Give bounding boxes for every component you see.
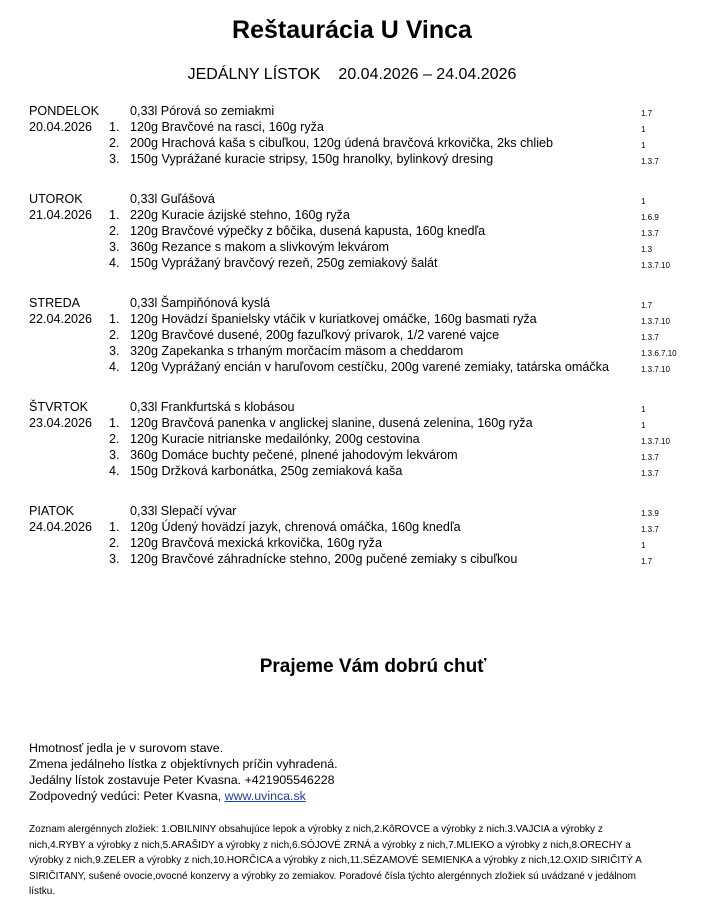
meal-number: 2. xyxy=(109,136,120,150)
menu-row xyxy=(29,151,689,167)
allergen-desc: obsahujúce lepok a výrobky z nich, xyxy=(216,824,375,835)
allergen-codes: 1.6.9 xyxy=(641,213,659,222)
allergen-intro: Zoznam alergénnych zložiek: xyxy=(29,824,162,835)
menu-row xyxy=(29,359,689,375)
allergen-desc: a výrobky z nich, xyxy=(135,855,213,866)
allergen-codes: 1 xyxy=(641,421,646,430)
meal-number: 1. xyxy=(109,208,120,222)
note-weight: Hmotnosť jedla je v surovom stave. xyxy=(29,741,224,755)
day-block xyxy=(29,191,689,271)
menu-row xyxy=(29,311,689,327)
menu-row xyxy=(29,327,689,343)
day-name: STREDA xyxy=(29,296,81,310)
allergen-desc: a výrobky z nich, xyxy=(370,839,449,851)
menu-dates: 20.04.2026 – 24.04.2026 xyxy=(338,66,517,83)
meal-number: 2. xyxy=(109,432,120,446)
meal-number: 1. xyxy=(109,520,120,534)
meal-item: 120g Bravčová mexická krkovička, 160g ryža xyxy=(130,536,382,550)
allergen-desc: a výrobky z nich, xyxy=(272,855,350,866)
day-name: PONDELOK xyxy=(29,104,99,118)
note-author: Jedálny lístok zostavuje Peter Kvasna. +421905546228 xyxy=(29,773,335,787)
meal-item: 200g Hrachová kaša s cibuľkou, 120g údená bravčová krkovička, 2ks chlieb xyxy=(130,136,554,150)
meal-item: 120g Kuracie nitrianske medailónky, 200g cestovina xyxy=(130,432,420,446)
allergen-desc: a výrobky z nich, xyxy=(85,839,163,851)
day-block xyxy=(29,103,689,167)
menu-row xyxy=(29,207,689,223)
allergen-name: 11.SÉZAMOVÉ SEMIENKA xyxy=(349,855,473,866)
allergen-codes: 1.3.7 xyxy=(641,229,659,238)
allergen-codes: 1.3.7.10 xyxy=(641,365,670,374)
allergen-desc: a výrobky z nich, xyxy=(29,824,603,851)
meal-item: 150g Vyprážaný bravčový rezeň, 250g zemiakový šalát xyxy=(130,256,438,270)
meal-number: 3. xyxy=(109,344,120,358)
menu-row xyxy=(29,447,689,463)
allergen-codes: 1.3.6.7.10 xyxy=(641,349,677,358)
meal-number: 4. xyxy=(109,464,120,478)
menu-row xyxy=(29,191,689,207)
allergen-name: 12.OXID SIRIČITÝ A SIRIČITANY xyxy=(29,855,642,882)
menu-row xyxy=(29,343,689,359)
menu-row xyxy=(29,535,689,551)
website-link[interactable]: www.uvinca.sk xyxy=(224,789,306,803)
menu-row xyxy=(29,503,689,519)
day-date: 20.04.2026 xyxy=(29,120,93,134)
allergen-desc: a výrobky z nich. xyxy=(430,824,508,835)
day-date: 21.04.2026 xyxy=(29,208,93,222)
menu-row xyxy=(29,415,689,431)
day-block xyxy=(29,295,689,375)
allergen-codes: 1.3.7.10 xyxy=(641,261,670,270)
meal-item: 320g Zapekanka s trhaným morčacím mäsom a cheddarom xyxy=(130,344,464,358)
meal-item: 360g Domáce buchty pečené, plnené jahodovým lekvárom xyxy=(130,448,458,462)
allergen-list xyxy=(29,822,649,900)
meal-number: 2. xyxy=(109,536,120,550)
menu-row xyxy=(29,223,689,239)
day-block xyxy=(29,503,689,567)
allergen-codes: 1.3.7 xyxy=(641,469,659,478)
soup-item: 0,33l Šampiňónová kyslá xyxy=(130,296,271,310)
allergen-codes: 1 xyxy=(641,541,646,550)
menu-label: JEDÁLNY LÍSTOK xyxy=(187,66,321,83)
allergen-codes: 1.3.7.10 xyxy=(641,317,670,326)
meal-item: 120g Bravčové záhradnícke stehno, 200g pučené zemiaky s cibuľkou xyxy=(130,552,518,566)
allergen-footer: Poradové čísla týchto alergénnych zložiek sú uvádzané v jedálnom lístku. xyxy=(29,870,636,897)
soup-item: 0,33l Guľášová xyxy=(130,192,215,206)
day-name: UTOROK xyxy=(29,192,83,206)
allergen-codes: 1.3.7 xyxy=(641,333,659,342)
menu-row xyxy=(29,399,689,415)
allergen-name: 6.SÓJOVÉ ZRNÁ xyxy=(291,839,371,851)
allergen-codes: 1 xyxy=(641,405,646,414)
allergen-codes: 1.3 xyxy=(641,245,653,254)
restaurant-title: Reštaurácia U Vinca xyxy=(232,16,472,44)
day-block xyxy=(29,399,689,479)
allergen-desc: a výrobky z nich, xyxy=(29,839,631,866)
allergen-desc: a výrobky z nich, xyxy=(472,855,550,866)
meal-item: 120g Bravčové výpečky z bôčika, dusená kapusta, 160g knedľa xyxy=(130,224,486,238)
allergen-codes: 1.7 xyxy=(641,301,653,310)
menu-row xyxy=(29,103,689,119)
allergen-name: 2.KôROVCE xyxy=(374,824,431,835)
allergen-codes: 1.3.7 xyxy=(641,157,659,166)
allergen-codes: 1 xyxy=(641,197,646,206)
note-change: Zmena jedálneho lístka z objektívnych príčin vyhradená. xyxy=(29,757,338,771)
soup-item: 0,33l Pórová so zemiakmi xyxy=(130,104,275,118)
allergen-codes: 1.3.9 xyxy=(641,509,659,518)
notes xyxy=(29,740,338,804)
allergen-codes: 1 xyxy=(641,125,646,134)
menu-row xyxy=(29,255,689,271)
day-date: 22.04.2026 xyxy=(29,312,93,326)
allergen-desc: , sušené ovocie,ovocné konzervy a výrobky zo zemiakov. xyxy=(83,870,337,882)
meal-item: 120g Hovädzí španielsky vtáčik v kuriatkovej omáčke, 160g basmati ryža xyxy=(130,312,537,326)
meal-number: 3. xyxy=(109,152,120,166)
allergen-name: 9.ZELER xyxy=(95,855,136,866)
meal-item: 360g Rezance s makom a slivkovým lekvárom xyxy=(130,240,389,254)
meal-number: 2. xyxy=(109,328,120,342)
allergen-desc: a výrobky z nich, xyxy=(494,839,572,851)
soup-item: 0,33l Slepačí vývar xyxy=(130,504,237,518)
menu-row xyxy=(29,463,689,479)
meal-item: 150g Držková karbonátka, 250g zemiaková kaša xyxy=(130,464,403,478)
meal-item: 120g Vyprážaný encián v haruľovom cestíčku, 200g varené zemiaky, tatárska omáčka xyxy=(130,360,609,374)
menu-row xyxy=(29,119,689,135)
allergen-codes: 1.7 xyxy=(641,109,653,118)
day-name: PIATOK xyxy=(29,504,75,518)
allergen-codes: 1.3.7 xyxy=(641,525,659,534)
day-date: 23.04.2026 xyxy=(29,416,93,430)
meal-number: 4. xyxy=(109,256,120,270)
allergen-codes: 1.3.7.10 xyxy=(641,437,670,446)
meal-item: 220g Kuracie ázijské stehno, 160g ryža xyxy=(130,208,350,222)
allergen-name: 3.VAJCIA xyxy=(507,824,550,835)
menu-subtitle xyxy=(0,66,704,84)
allergen-name: 5.ARAŠIDY xyxy=(162,839,215,851)
allergen-desc: a výrobky z nich, xyxy=(214,839,292,851)
note-manager xyxy=(29,788,338,804)
meal-number: 3. xyxy=(109,240,120,254)
meal-number: 1. xyxy=(109,416,120,430)
meal-item: 120g Bravčové dusené, 200g fazuľkový prívarok, 1/2 varené vajce xyxy=(130,328,500,342)
menu-row xyxy=(29,519,689,535)
allergen-codes: 1.3.7 xyxy=(641,453,659,462)
meal-number: 4. xyxy=(109,360,120,374)
manager-text: Zodpovedný vedúci: Peter Kvasna, xyxy=(29,789,222,803)
meal-item: 150g Vyprážané kuracie stripsy, 150g hranolky, bylinkový dresing xyxy=(130,152,494,166)
allergen-name: 8.ORECHY xyxy=(571,839,623,851)
menu-row xyxy=(29,135,689,151)
meal-item: 120g Bravčová panenka v anglickej slanine, dusená zelenina, 160g ryža xyxy=(130,416,533,430)
soup-item: 0,33l Frankfurtská s klobásou xyxy=(130,400,295,414)
menu-row xyxy=(29,295,689,311)
menu-row xyxy=(29,239,689,255)
allergen-codes: 1.7 xyxy=(641,557,653,566)
allergen-codes: 1 xyxy=(641,141,646,150)
allergen-name: 10.HORČICA xyxy=(212,855,273,866)
menu-row xyxy=(29,551,689,567)
meal-number: 3. xyxy=(109,552,120,566)
greeting: Prajeme Vám dobrú chuť xyxy=(259,656,487,677)
meal-item: 120g Údený hovädzí jazyk, chrenová omáčka, 160g knedľa xyxy=(130,520,461,534)
meal-item: 120g Bravčové na rasci, 160g ryža xyxy=(130,120,324,134)
allergen-name: 4.RYBY xyxy=(50,839,86,851)
menu-row xyxy=(29,431,689,447)
day-date: 24.04.2026 xyxy=(29,520,93,534)
allergen-name: 1.OBILNINY xyxy=(161,824,217,835)
meal-number: 1. xyxy=(109,120,120,134)
meal-number: 1. xyxy=(109,312,120,326)
day-name: ŠTVRTOK xyxy=(29,400,89,414)
weekly-menu xyxy=(29,103,689,591)
allergen-name: 7.MLIEKO xyxy=(448,839,495,851)
meal-number: 3. xyxy=(109,448,120,462)
meal-number: 2. xyxy=(109,224,120,238)
